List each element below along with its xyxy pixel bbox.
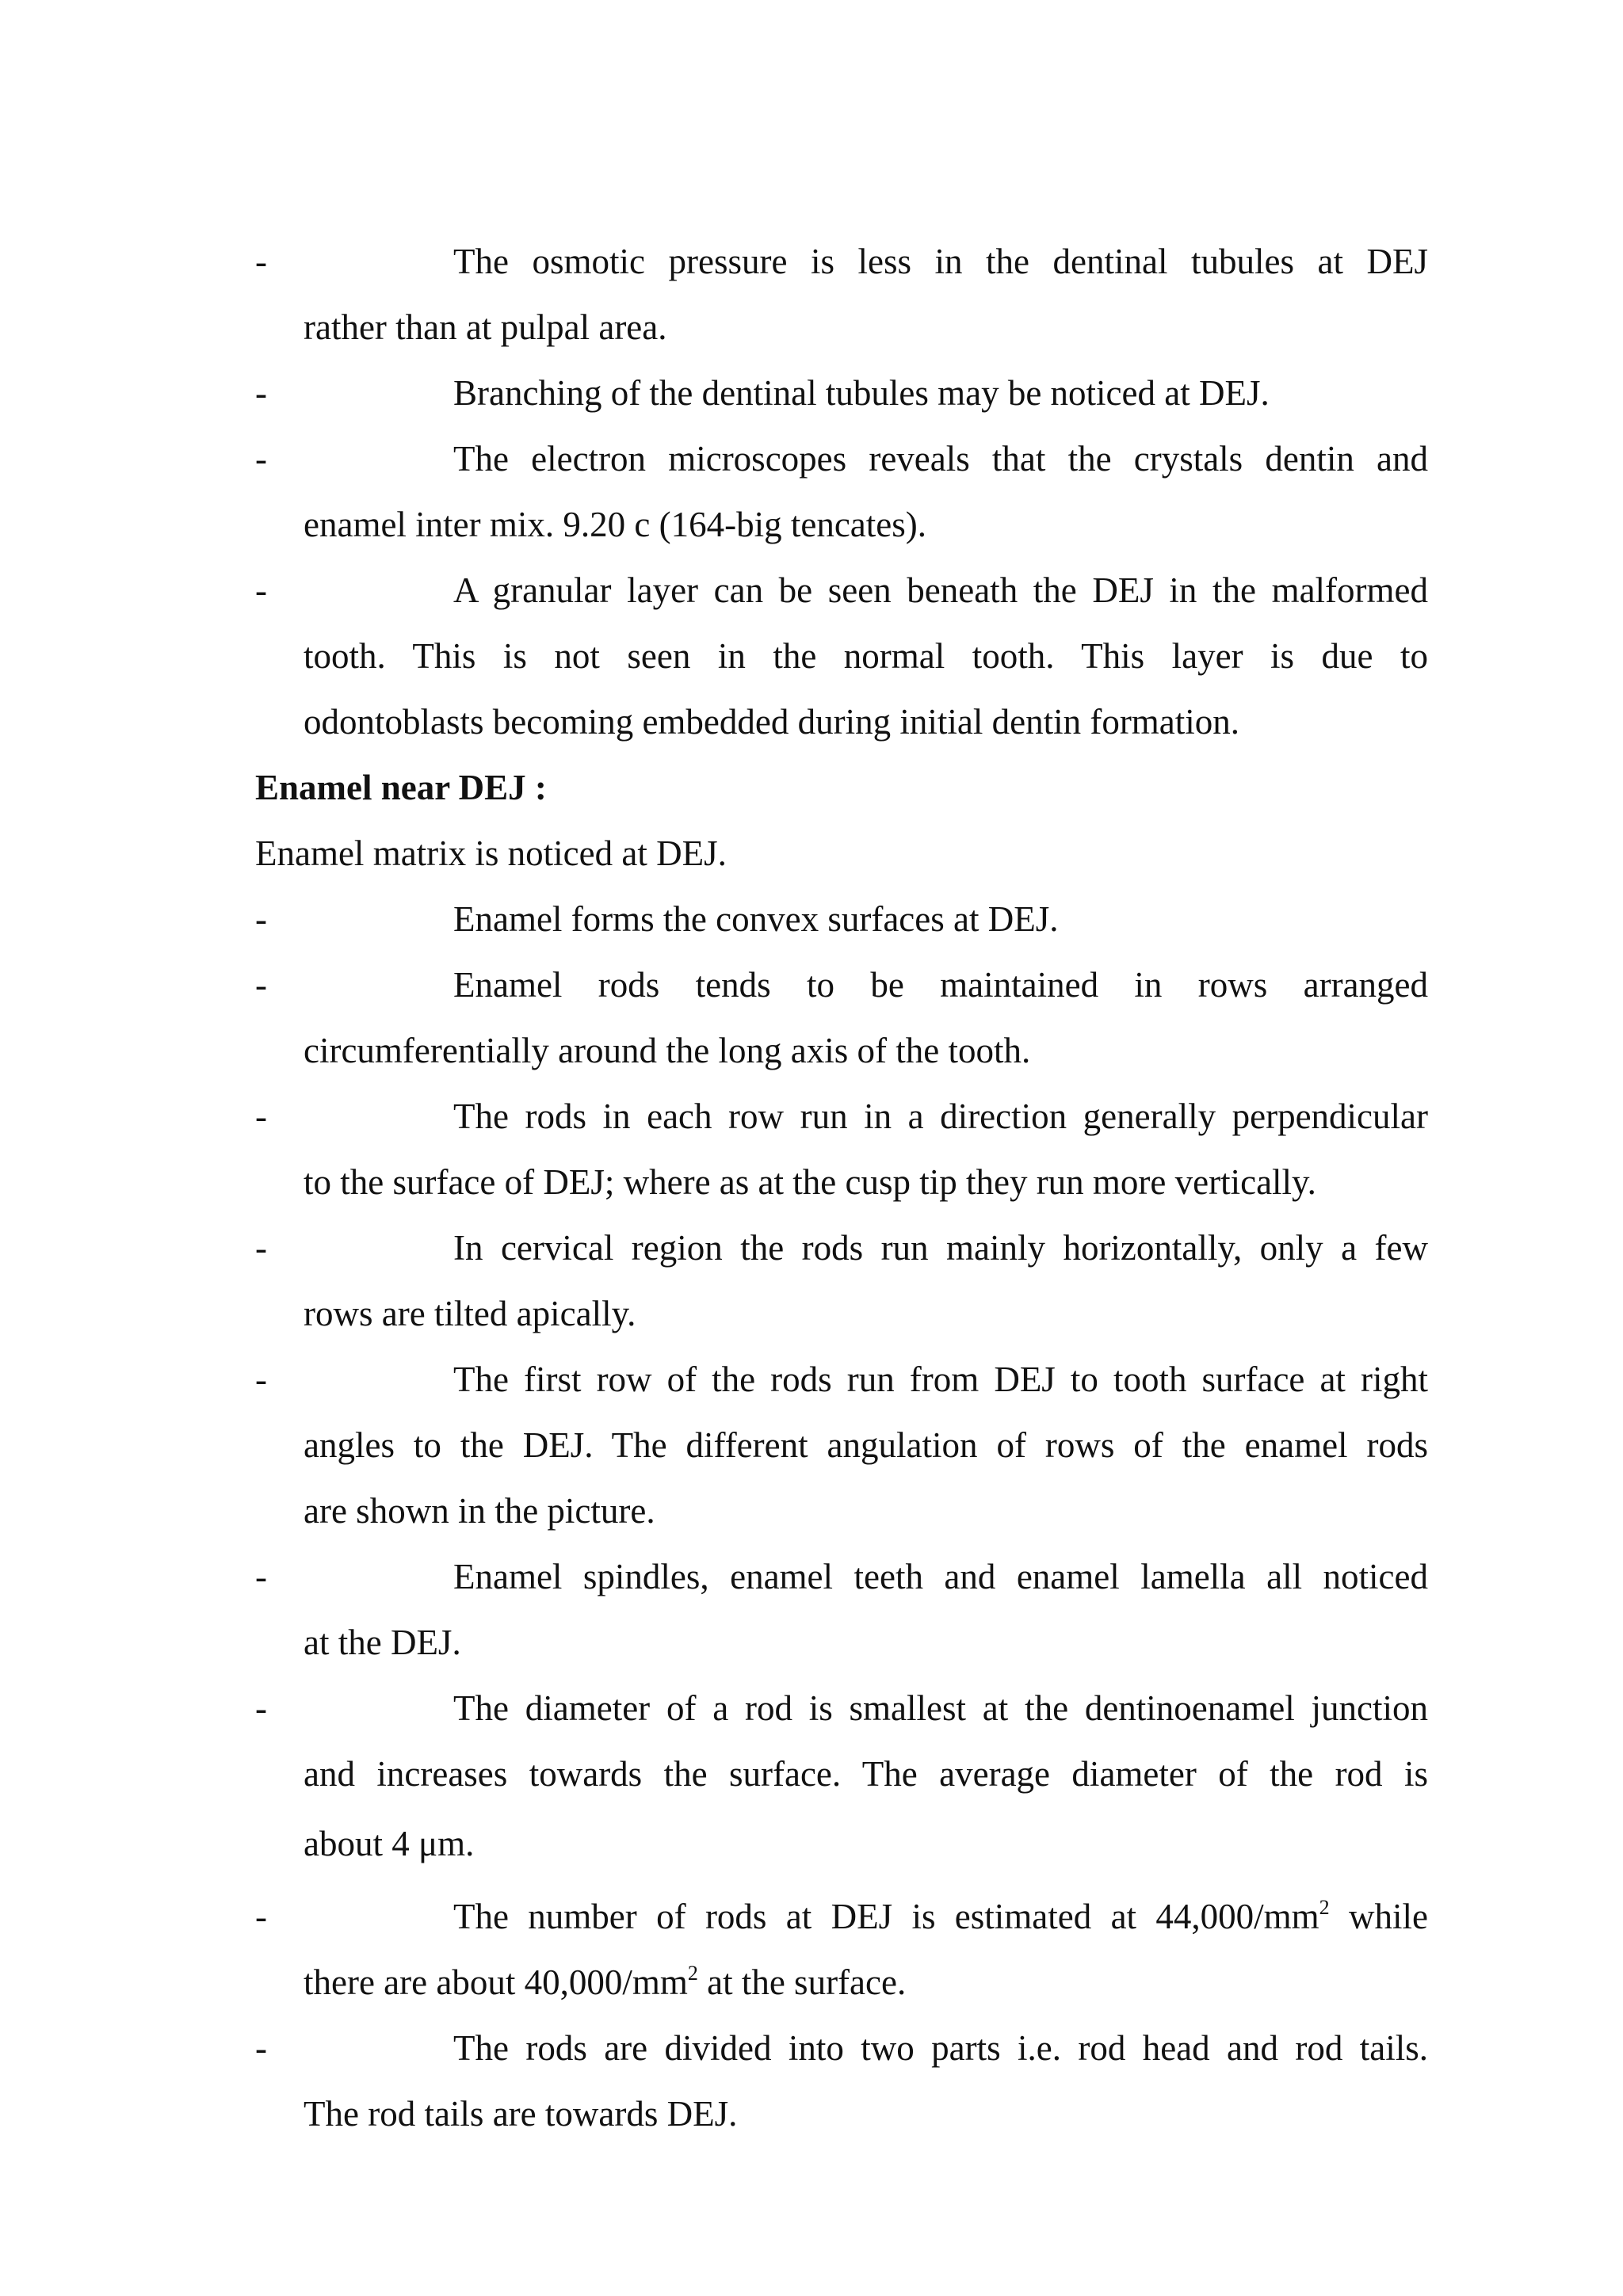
bullet-dash: -: [255, 965, 267, 1005]
bullet-continuation: rows are tilted apically.: [304, 1294, 636, 1333]
text-segment: The number of rods at DEJ is estimated at 44,000/mm: [453, 1897, 1319, 1936]
bullet-text: The electron microscopes reveals that the crystals dentin and: [453, 439, 1428, 479]
bullet-text: The osmotic pressure is less in the dentinal tubules at DEJ: [453, 242, 1428, 281]
bullet-text: A granular layer can be seen beneath the DEJ in the malformed: [453, 570, 1428, 610]
superscript: 2: [1319, 1896, 1330, 1919]
bullet-dash: -: [255, 2028, 267, 2068]
bullet-dash: -: [255, 373, 267, 413]
bullet-continuation: to the surface of DEJ; where as at the cusp tip they run more vertically.: [304, 1162, 1316, 1202]
bullet-continuation: about 4 μm.: [304, 1824, 475, 1863]
bullet-continuation: The rod tails are towards DEJ.: [304, 2094, 738, 2134]
bullet-dash: -: [255, 1097, 267, 1136]
bullet-text: The first row of the rods run from DEJ to tooth surface at right: [453, 1360, 1428, 1399]
bullet-continuation: rather than at pulpal area.: [304, 307, 667, 347]
bullet-text: The rods are divided into two parts i.e. rod head and rod tails.: [453, 2028, 1428, 2068]
bullet-dash: -: [255, 439, 267, 479]
text-segment: at the surface.: [697, 1962, 907, 2002]
text-segment: while: [1329, 1897, 1428, 1936]
bullet-continuation: [304, 1962, 1428, 2002]
superscript: 2: [687, 1962, 698, 1985]
bullet-dash: -: [255, 242, 267, 281]
bullet-text: The diameter of a rod is smallest at the dentinoenamel junction: [453, 1688, 1428, 1728]
bullet-dash: -: [255, 570, 267, 610]
bullet-continuation: and increases towards the surface. The average diameter of the rod is: [304, 1754, 1428, 1794]
bullet-continuation: odontoblasts becoming embedded during initial dentin formation.: [304, 702, 1240, 742]
bullet-dash: -: [255, 1688, 267, 1728]
bullet-dash: -: [255, 899, 267, 939]
bullet-dash: -: [255, 1228, 267, 1268]
bullet-text: Enamel rods tends to be maintained in rows arranged: [453, 965, 1428, 1005]
bullet-continuation: are shown in the picture.: [304, 1491, 655, 1531]
bullet-text-rods-count: [453, 1896, 1428, 1936]
bullet-dash: -: [255, 1360, 267, 1399]
bullet-text: Enamel forms the convex surfaces at DEJ.: [453, 899, 1059, 939]
section-heading: Enamel near DEJ :: [255, 768, 547, 807]
bullet-text: The rods in each row run in a direction generally perpendicular: [453, 1097, 1428, 1136]
bullet-continuation: tooth. This is not seen in the normal tooth. This layer is due to: [304, 636, 1428, 676]
bullet-text: Enamel spindles, enamel teeth and enamel lamella all noticed: [453, 1557, 1428, 1596]
bullet-text: In cervical region the rods run mainly horizontally, only a few: [453, 1228, 1428, 1268]
bullet-text: Branching of the dentinal tubules may be noticed at DEJ.: [453, 373, 1270, 413]
bullet-continuation: circumferentially around the long axis of the tooth.: [304, 1031, 1031, 1070]
bullet-continuation: enamel inter mix. 9.20 c (164-big tencates).: [304, 505, 926, 544]
bullet-continuation: angles to the DEJ. The different angulation of rows of the enamel rods: [304, 1425, 1428, 1465]
bullet-dash: -: [255, 1897, 267, 1936]
bullet-continuation: at the DEJ.: [304, 1623, 461, 1662]
text-segment: there are about 40,000/mm: [304, 1962, 688, 2002]
section-intro: Enamel matrix is noticed at DEJ.: [255, 833, 727, 873]
bullet-dash: -: [255, 1557, 267, 1596]
